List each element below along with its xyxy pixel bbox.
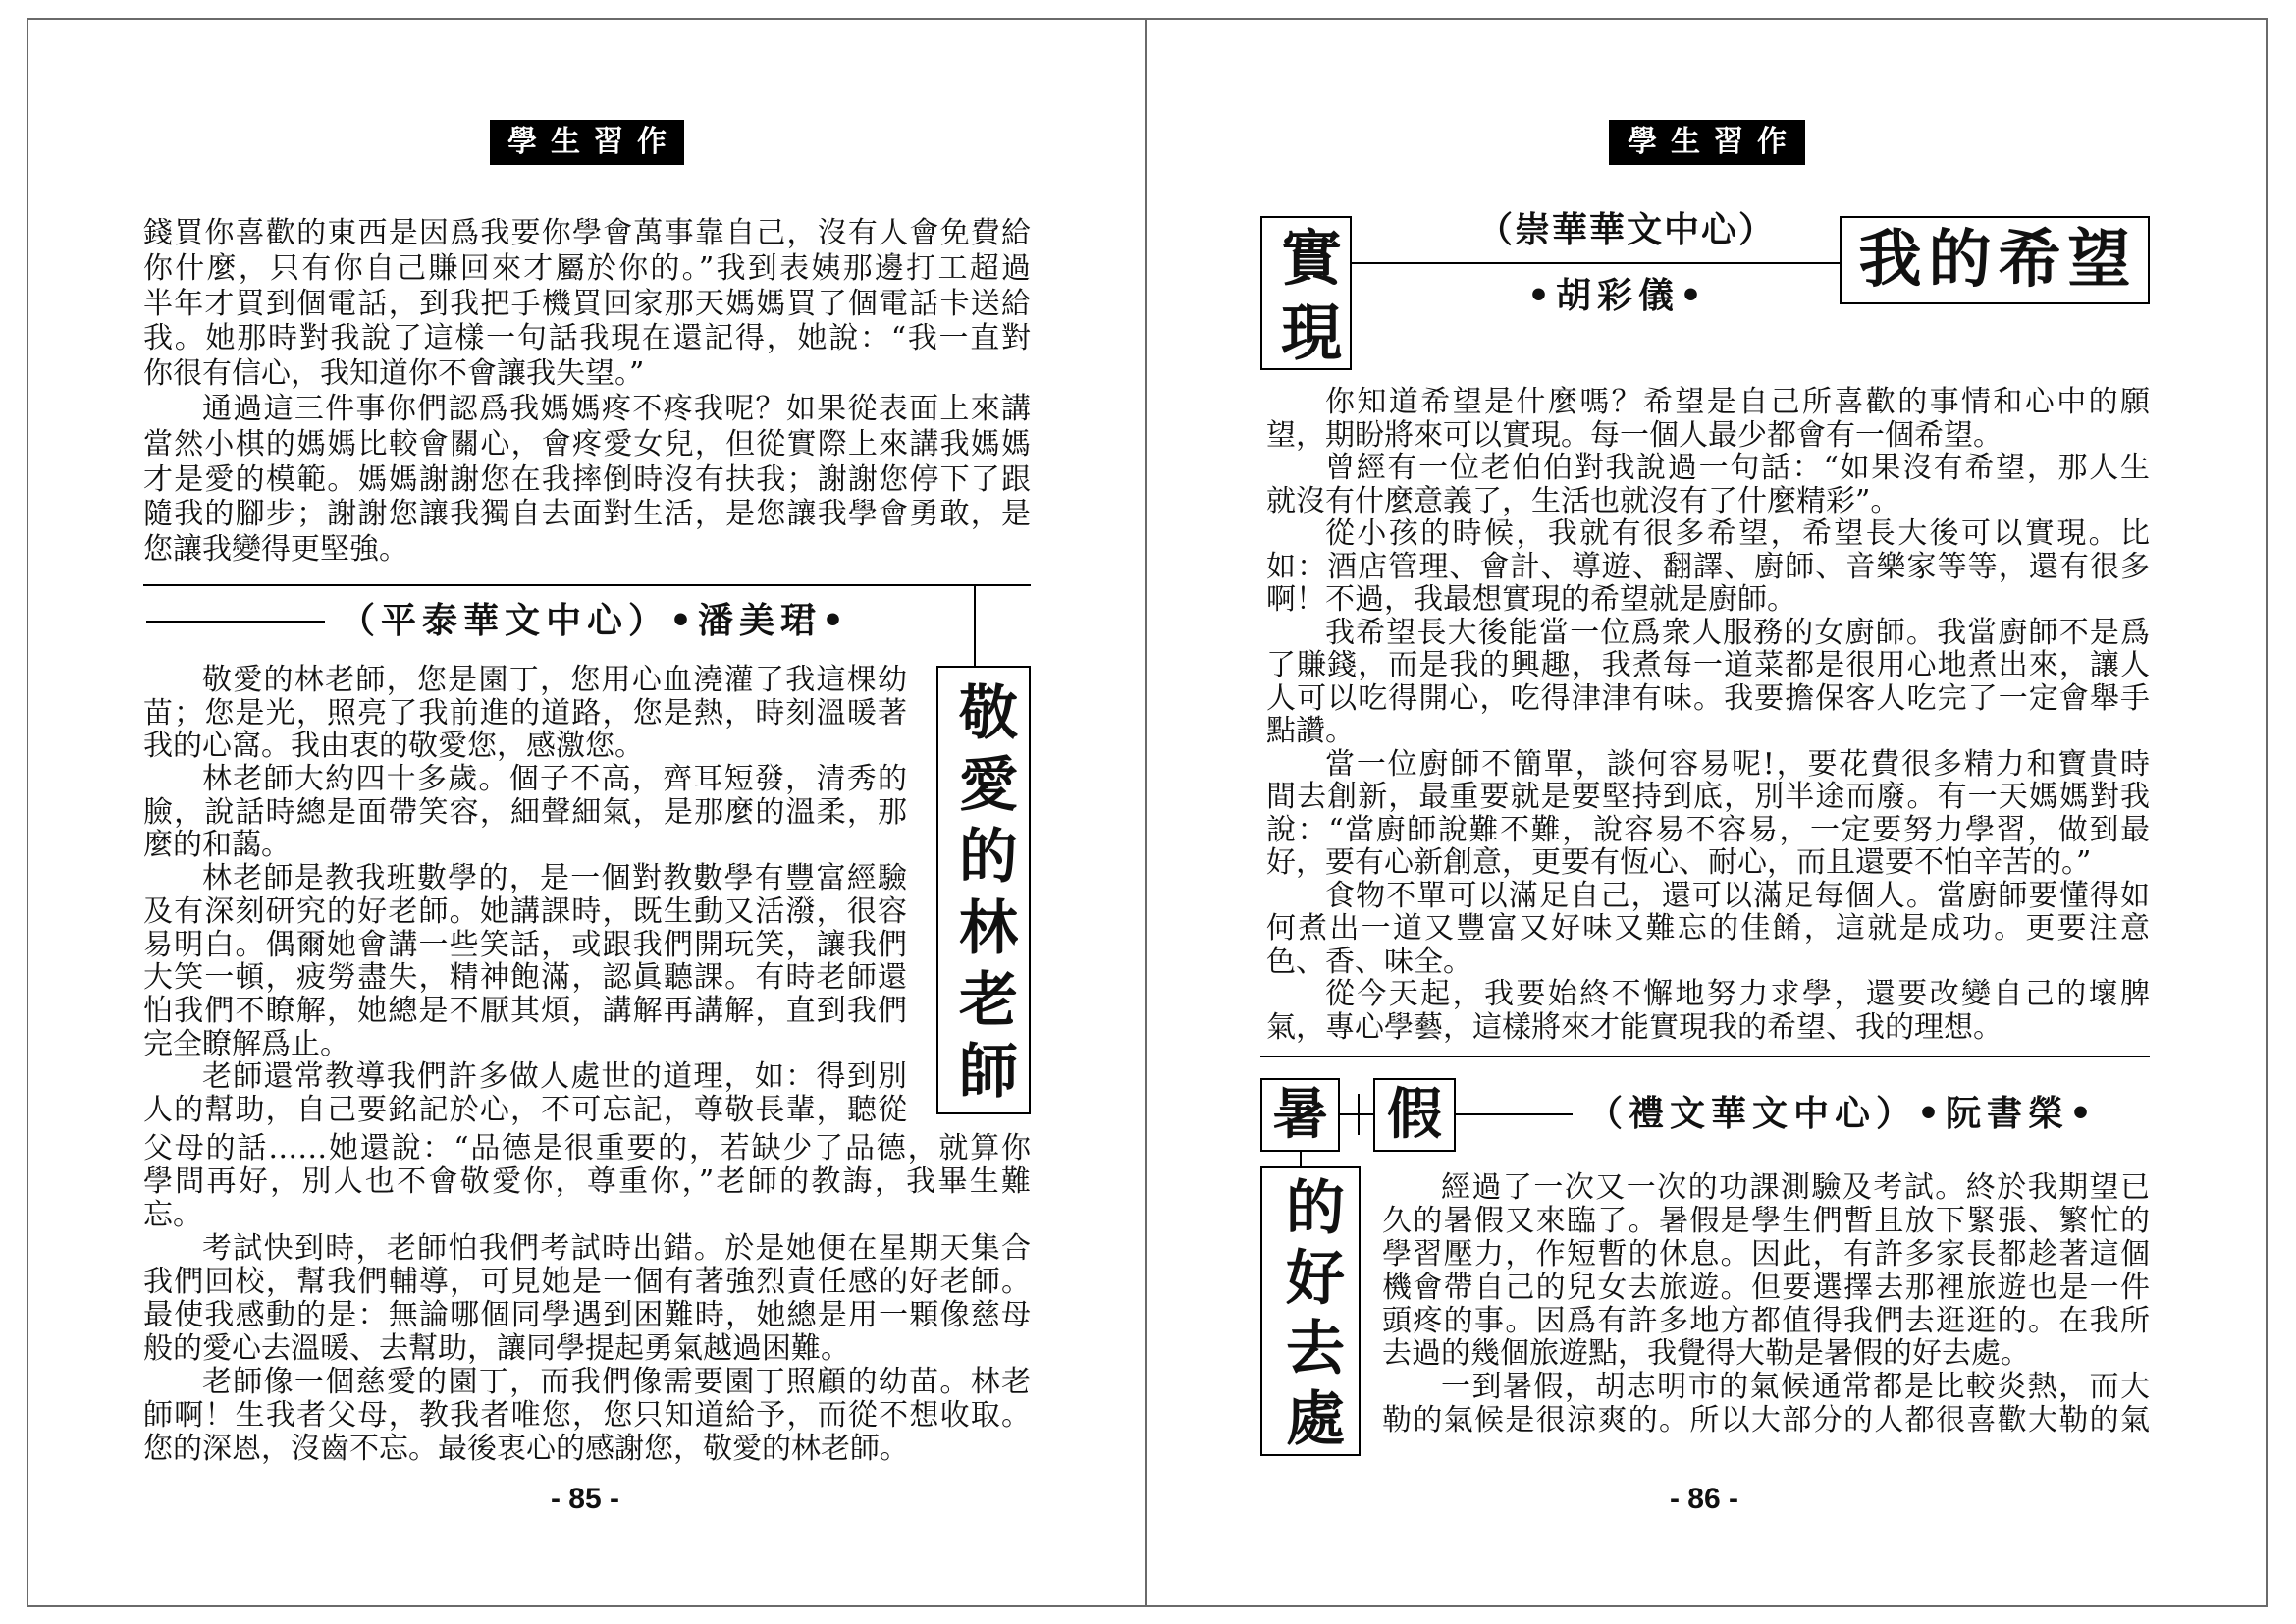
article2-title-part: 的好去處 (1276, 1176, 1345, 1446)
article1-body (1266, 386, 2150, 1044)
text-line: 機會帶自己的兒女去旅遊。但要選擇去那裡旅遊也是一件 (1382, 1271, 2150, 1305)
text-line: 隨我的腳步；謝謝您讓我獨自去面對生活，是您讓我學會勇敢，是 (143, 497, 1031, 532)
text-line: 忘。 (143, 1199, 202, 1232)
left-page-number: - 85 - (550, 1483, 620, 1515)
text-line: 就沒有什麼意義了，生活也就沒有了什麼精彩”。 (1266, 484, 1900, 517)
text-line: 苗；您是光，照亮了我前進的道路，您是熱，時刻溫暖著 (143, 696, 907, 731)
text-line: 師啊！生我者父母，教我者唯您，您只知道給予，而從不想收取。 (143, 1399, 1031, 1433)
title-connector (1352, 262, 1840, 264)
article-title-box (936, 666, 1031, 1114)
text-line: 色、香、味全。 (1266, 945, 1472, 978)
text-line: 我希望長大後能當一位爲衆人服務的女廚師。我當廚師不是爲 (1325, 616, 2150, 649)
text-line: 老師像一個慈愛的園丁，而我們像需要園丁照顧的幼苗。林老 (202, 1366, 1031, 1399)
text-line: 頭疼的事。因爲有許多地方都值得我們去逛逛的。在我所 (1382, 1304, 2150, 1338)
text-line: 你很有信心，我知道你不會讓我失望。” (143, 356, 645, 392)
text-line: 才是愛的模範。媽媽謝謝您在我摔倒時沒有扶我；謝謝您停下了跟 (143, 461, 1031, 497)
article1-school: （崇華華文中心） (1476, 210, 1776, 250)
text-line: 您讓我變得更堅強。 (143, 532, 408, 568)
text-line: 食物不單可以滿足自己，還可以滿足每個人。當廚師要懂得如 (1325, 879, 2150, 912)
text-line: 何煮出一道又豐富又好味又難忘的佳餚，這就是成功。更要注意 (1266, 912, 2150, 946)
text-line: 久的暑假又來臨了。暑假是學生們暫且放下緊張、繁忙的 (1382, 1204, 2150, 1238)
text-line: 從今天起，我要始終不懈地努力求學，還要改變自己的壞脾 (1325, 978, 2150, 1011)
section-rule (1260, 1056, 2150, 1057)
text-line: 麼的和藹。 (143, 829, 291, 863)
text-line: 通過這三件事你們認爲我媽媽疼不疼我呢？如果從表面上來講 (202, 391, 1031, 426)
text-line: 林老師是教我班數學的，是一個對教數學有豐富經驗 (202, 862, 907, 895)
text-line: 如：酒店管理、會計、導遊、翻譯、廚師、音樂家等等，還有很多 (1266, 550, 2150, 583)
text-line: 間去創新，最重要就是要堅持到底，別半途而廢。有一天媽媽對我 (1266, 781, 2150, 814)
text-line: 般的愛心去溫暖、去幫助，讓同學提起勇氣越過困難。 (143, 1332, 850, 1366)
article1-title-box-left (1260, 216, 1352, 370)
text-line: 人的幫助，自己要銘記於心，不可忘記，尊敬長輩，聽從 (143, 1093, 907, 1127)
text-line: 最使我感動的是：無論哪個同學遇到困難時，她總是用一顆像慈母 (143, 1299, 1031, 1332)
title-connector (1300, 1152, 1302, 1166)
article1-author: •胡彩儀• (1526, 276, 1709, 316)
text-line: 父母的話……她還說：“品德是很重要的，若缺少了品德，就算你 (143, 1132, 1031, 1165)
text-line: 望，期盼將來可以實現。每一個人最少都會有一個希望。 (1266, 418, 2002, 452)
text-line: 臉，說話時總是面帶笑容，細聲細氣，是那麼的溫柔，那 (143, 795, 907, 830)
article2-title-box-1 (1260, 1078, 1340, 1152)
text-line: 錢買你喜歡的東西是因爲我要你學會萬事靠自己，沒有人會免費給 (143, 216, 1031, 250)
text-line: 林老師大約四十多歲。個子不高，齊耳短發，清秀的 (202, 763, 907, 796)
left-page-header: 學生習作 (490, 120, 684, 165)
article2-body (1382, 1171, 2150, 1437)
text-line: 點讚。 (1266, 715, 1355, 748)
article-body-full (143, 1132, 1031, 1466)
article1-title-part: 我的希望 (1858, 224, 2131, 297)
text-line: 考試快到時，老師怕我們考試時出錯。於是她便在星期天集合 (202, 1232, 1031, 1266)
text-line: 你知道希望是什麼嗎？希望是自己所喜歡的事情和心中的願 (1325, 386, 2150, 419)
article2-title-box-2 (1373, 1078, 1456, 1152)
text-line: 曾經有一位老伯伯對我說過一句話：“如果沒有希望，那人生 (1325, 452, 2150, 485)
text-line: 及有深刻研究的好老師。她講課時，既生動又活潑，很容 (143, 894, 907, 929)
text-line: 我。她那時對我說了這樣一句話我現在還記得，她說：“我一直對 (143, 321, 1031, 356)
article-title: 敬愛的林老師 (949, 681, 1018, 1099)
text-line: 好，要有心新創意，更要有恆心、耐心，而且還要不怕辛苦的。” (1266, 846, 2092, 880)
article2-title-part: 假 (1387, 1082, 1442, 1147)
text-line: 啊！不過，我最想實現的希望就是廚師。 (1266, 583, 1796, 617)
text-line: 敬愛的林老師，您是園丁，您用心血澆灌了我這棵幼 (202, 664, 907, 697)
text-line: 大笑一頓，疲勞盡失，精神飽滿，認眞聽課。有時老師還 (143, 961, 907, 995)
text-line: 說：“當廚師說難不難，說容易不容易，一定要努力學習，做到最 (1266, 813, 2150, 846)
text-line: 你什麼，只有你自己賺回來才屬於你的。”我到表姨那邊打工超過 (143, 250, 1031, 286)
article2-title-part: 暑 (1272, 1082, 1328, 1147)
text-line: 您的深恩，沒齒不忘。最後衷心的感謝您，敬愛的林老師。 (143, 1433, 909, 1466)
text-line: 從小孩的時候，我就有很多希望，希望長大後可以實現。比 (1325, 517, 2150, 551)
text-line: 氣，專心學藝，這樣將來才能實現我的希望、我的理想。 (1266, 1010, 2002, 1044)
text-line: 完全瞭解爲止。 (143, 1027, 349, 1061)
text-line: 人可以吃得開心，吃得津津有味。我要擔保客人吃完了一定會舉手 (1266, 681, 2150, 715)
article-byline: （平泰華文中心）•潘美珺• (340, 601, 851, 641)
title-connector-tick (1358, 1094, 1360, 1135)
text-line: 當然小棋的媽媽比較會關心，會疼愛女兒，但從實際上來講我媽媽 (143, 426, 1031, 461)
text-line: 一到暑假，胡志明市的氣候通常都是比較炎熱，而大 (1441, 1371, 2150, 1405)
article2-byline: （禮文華文中心）•阮書榮• (1587, 1094, 2099, 1134)
text-line: 半年才買到個電話，到我把手機買回家那天媽媽買了個電話卡送給 (143, 286, 1031, 321)
text-line: 易明白。偶爾她會講一些笑話，或跟我們開玩笑，讓我們 (143, 928, 907, 962)
right-page-header: 學生習作 (1609, 120, 1805, 165)
text-line: 當一位廚師不簡單，談何容易呢!，要花費很多精力和寶貴時 (1325, 747, 2150, 781)
article1-title-part: 實現 (1270, 225, 1343, 361)
text-line: 勒的氣候是很涼爽的。所以大部分的人都很喜歡大勒的氣 (1382, 1404, 2150, 1438)
right-page-number: - 86 - (1669, 1483, 1739, 1515)
text-line: 我的心窩。我由衷的敬愛您，感激您。 (143, 730, 644, 764)
text-line: 經過了一次又一次的功課測驗及考試。終於我期望已 (1441, 1171, 2150, 1205)
article2-title-box-3 (1260, 1166, 1361, 1456)
left-intro-text (143, 216, 1031, 568)
text-line: 去過的幾個旅遊點，我覺得大勒是暑假的好去處。 (1382, 1337, 2030, 1372)
text-line: 了賺錢，而是我的興趣，我煮每一道菜都是很用心地煮出來，讓人 (1266, 649, 2150, 682)
text-line: 學習壓力，作短暫的休息。因此，有許多家長都趁著這個 (1382, 1237, 2150, 1272)
text-line: 怕我們不瞭解，她總是不厭其煩，講解再講解，直到我們 (143, 994, 907, 1028)
text-line: 老師還常教導我們許多做人處世的道理，如：得到別 (202, 1060, 907, 1094)
title-connector (974, 585, 976, 666)
article-body-narrow (143, 664, 907, 1127)
byline-rule (1456, 1113, 1573, 1115)
text-line: 我們回校，幫我們輔導，可見她是一個有著強烈責任感的好老師。 (143, 1266, 1031, 1299)
article1-title-box-right (1840, 216, 2150, 304)
section-rule (143, 584, 1031, 586)
text-line: 學問再好，別人也不會敬愛你，尊重你，”老師的教誨，我畢生難 (143, 1165, 1031, 1199)
page-divider (1145, 18, 1147, 1607)
byline-rule (146, 621, 325, 623)
title-connector (1340, 1113, 1373, 1115)
